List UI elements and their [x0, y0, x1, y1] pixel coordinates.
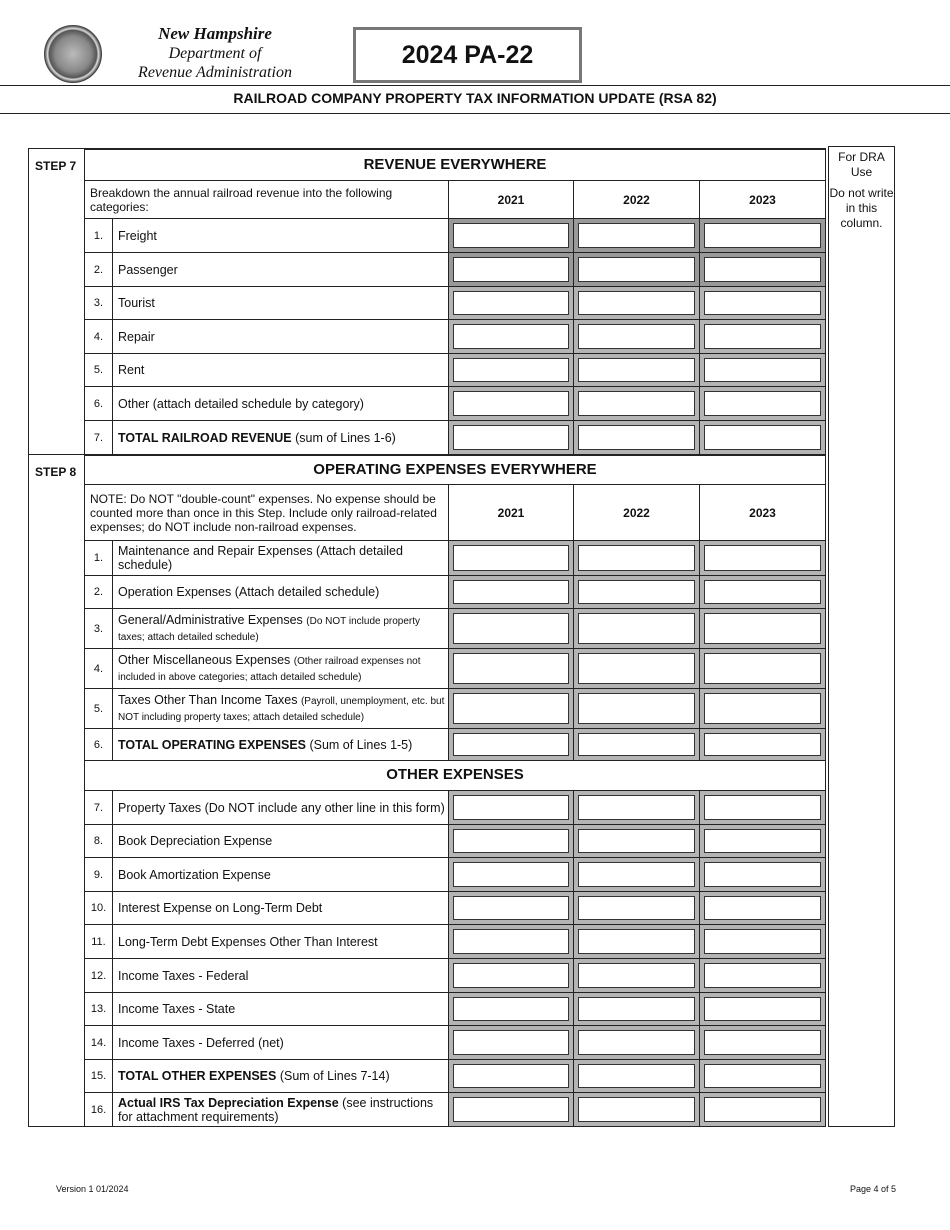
amount-input-2021[interactable] — [453, 829, 569, 853]
line-label-main: Repair — [118, 329, 155, 344]
line-number-text: 11. — [91, 935, 106, 948]
line-label-text — [118, 868, 271, 882]
line-number-text: 8. — [93, 835, 104, 847]
line-label — [112, 540, 449, 576]
line-label-text — [118, 801, 445, 815]
dra-use-column — [828, 146, 895, 1127]
line-number — [84, 218, 113, 253]
amount-input-2022[interactable] — [578, 896, 695, 920]
entry-cell-2022 — [573, 958, 700, 993]
entry-cell-2023 — [699, 218, 826, 253]
line-label-main: Passenger — [118, 262, 178, 277]
line-label — [112, 958, 449, 993]
amount-input-2023[interactable] — [704, 733, 821, 756]
entry-cell-2021 — [448, 958, 574, 993]
line-number-text: 10. — [90, 902, 107, 914]
line-label — [112, 728, 449, 761]
line-label-main: (see instructions for attachment requirements) — [118, 1095, 434, 1124]
step8-label: STEP 8 — [28, 454, 85, 1127]
line-number-text: 7. — [93, 801, 104, 814]
line-label-main: Income Taxes - Federal — [118, 968, 249, 983]
entry-cell-2023 — [699, 252, 826, 287]
amount-input-2023[interactable] — [704, 358, 821, 382]
entry-cell-2021 — [448, 824, 574, 858]
entry-cell-2023 — [699, 728, 826, 761]
line-label — [112, 252, 449, 287]
entry-cell-2021 — [448, 891, 574, 925]
entry-cell-2023 — [699, 857, 826, 892]
entry-cell-2021 — [448, 319, 574, 354]
year-header-2023 — [699, 180, 826, 219]
entry-cell-2021 — [448, 386, 574, 421]
entry-cell-2023 — [699, 575, 826, 609]
line-number — [84, 1025, 113, 1060]
amount-input-2023[interactable] — [704, 795, 821, 820]
line-label — [112, 1092, 449, 1127]
line-label-main: Rent — [118, 363, 145, 377]
line-number — [84, 319, 113, 354]
amount-input-2023[interactable] — [704, 862, 821, 887]
line-number — [84, 575, 113, 609]
line-number — [84, 857, 113, 892]
step7-instruction — [84, 180, 449, 219]
line-number-text: 14. — [90, 1036, 107, 1049]
line-label-text — [118, 363, 144, 377]
amount-input-2023[interactable] — [704, 929, 821, 954]
line-number — [84, 648, 113, 689]
amount-input-2022[interactable] — [578, 223, 695, 248]
amount-input-2022[interactable] — [578, 733, 695, 756]
amount-input-2023[interactable] — [704, 1064, 821, 1088]
line-label-main: Interest Expense on Long-Term Debt — [118, 901, 323, 915]
amount-input-2021[interactable] — [453, 1097, 569, 1122]
line-label-text — [118, 296, 155, 310]
line-label — [112, 608, 449, 649]
amount-input-2022[interactable] — [578, 358, 695, 382]
line-number — [84, 353, 113, 387]
amount-input-2021[interactable] — [453, 997, 569, 1021]
amount-input-2023[interactable] — [704, 613, 821, 644]
amount-input-2022[interactable] — [578, 391, 695, 416]
entry-cell-2021 — [448, 924, 574, 959]
line-label-text — [118, 397, 364, 411]
line-label-text — [118, 613, 448, 645]
line-number-text: 6. — [93, 397, 104, 410]
amount-input-2021[interactable] — [453, 425, 569, 450]
amount-input-2021[interactable] — [453, 653, 569, 684]
entry-cell-2021 — [448, 218, 574, 253]
line-number-text: 2. — [93, 586, 104, 598]
year-label: 2022 — [623, 505, 650, 520]
entry-cell-2021 — [448, 252, 574, 287]
line-number — [84, 608, 113, 649]
amount-input-2021[interactable] — [453, 580, 569, 604]
line-number-text: 9. — [93, 868, 104, 881]
amount-input-2023[interactable] — [704, 896, 821, 920]
line-number — [84, 420, 113, 455]
line-number-text: 2. — [93, 263, 104, 276]
line-label-main: (sum of Lines 1-6) — [291, 430, 396, 445]
entry-cell-2021 — [448, 286, 574, 320]
line-label-bold: TOTAL OTHER EXPENSES — [118, 1069, 277, 1083]
amount-input-2023[interactable] — [704, 1030, 821, 1055]
amount-input-2023[interactable] — [704, 693, 821, 724]
entry-cell-2022 — [573, 891, 700, 925]
year-header-2022 — [573, 484, 700, 541]
entry-cell-2021 — [448, 540, 574, 576]
step8-note — [84, 484, 449, 541]
entry-cell-2022 — [573, 924, 700, 959]
entry-cell-2022 — [573, 790, 700, 825]
amount-input-2021[interactable] — [453, 1030, 569, 1055]
line-label-bold: TOTAL RAILROAD REVENUE — [118, 430, 292, 445]
entry-cell-2021 — [448, 857, 574, 892]
entry-cell-2023 — [699, 790, 826, 825]
line-number — [84, 728, 113, 761]
line-number-text: 4. — [93, 662, 104, 675]
line-number — [84, 286, 113, 320]
amount-input-2023[interactable] — [704, 963, 821, 988]
line-label-text — [118, 693, 448, 725]
other-expenses-title: OTHER EXPENSES — [84, 760, 826, 791]
line-label — [112, 688, 449, 729]
entry-cell-2022 — [573, 286, 700, 320]
entry-cell-2023 — [699, 924, 826, 959]
line-label-text — [118, 901, 322, 915]
amount-input-2022[interactable] — [578, 425, 695, 450]
line-label-note: (Other railroad expenses not included in above categories; attach detailed schedule) — [118, 655, 421, 683]
line-label-text — [118, 738, 412, 752]
entry-cell-2022 — [573, 1092, 700, 1127]
year-label: 2021 — [497, 192, 525, 207]
agency-state: New Hampshire — [158, 24, 272, 43]
entry-cell-2021 — [448, 575, 574, 609]
entry-cell-2021 — [448, 790, 574, 825]
entry-cell-2023 — [699, 824, 826, 858]
amount-input-2021[interactable] — [453, 1064, 569, 1088]
amount-input-2021[interactable] — [453, 896, 569, 920]
amount-input-2022[interactable] — [578, 257, 695, 282]
entry-cell-2022 — [573, 824, 700, 858]
year-label: 2022 — [623, 192, 650, 207]
amount-input-2023[interactable] — [704, 391, 821, 416]
amount-input-2023[interactable] — [704, 653, 821, 684]
amount-input-2023[interactable] — [704, 291, 821, 315]
entry-cell-2023 — [699, 1059, 826, 1093]
line-label-main: (Sum of Lines 7-14) — [276, 1069, 390, 1083]
line-label — [112, 992, 449, 1026]
line-label-main: Tourist — [118, 296, 155, 310]
amount-input-2021[interactable] — [453, 862, 569, 887]
line-label-text — [118, 834, 272, 848]
entry-cell-2022 — [573, 575, 700, 609]
year-label: 2023 — [749, 192, 776, 207]
line-label-main: Other (attach detailed schedule by category) — [118, 396, 364, 411]
line-label — [112, 353, 449, 387]
amount-input-2023[interactable] — [704, 257, 821, 282]
line-number-text: 16. — [90, 1103, 107, 1116]
amount-input-2021[interactable] — [453, 929, 569, 954]
year-label: 2021 — [497, 505, 525, 520]
line-number-text: 3. — [93, 297, 104, 309]
amount-input-2022[interactable] — [578, 291, 695, 315]
line-number-text: 15. — [90, 1070, 107, 1082]
entry-cell-2022 — [573, 1059, 700, 1093]
entry-cell-2021 — [448, 420, 574, 455]
year-header-2023 — [699, 484, 826, 541]
line-number — [84, 824, 113, 858]
nh-seal-logo — [44, 25, 102, 83]
entry-cell-2023 — [699, 992, 826, 1026]
line-label — [112, 218, 449, 253]
line-label-text — [118, 1069, 390, 1083]
line-label-text — [118, 1036, 284, 1050]
line-label-main: Income Taxes - State — [118, 1002, 236, 1016]
entry-cell-2022 — [573, 353, 700, 387]
line-label-main: Long-Term Debt Expenses Other Than Interest — [118, 934, 378, 949]
entry-cell-2023 — [699, 319, 826, 354]
line-label-bold: TOTAL OPERATING EXPENSES — [118, 737, 306, 752]
line-number-text: 3. — [93, 622, 104, 635]
amount-input-2021[interactable] — [453, 733, 569, 756]
step8-note-text: NOTE: Do NOT "double-count" expenses. No expense should be counted more than once in this Step. Include only railroad-related expenses; do NOT include non-railroad expenses. — [90, 491, 437, 534]
line-label-text — [118, 585, 379, 599]
line-label-text — [118, 969, 248, 983]
entry-cell-2022 — [573, 1025, 700, 1060]
amount-input-2022[interactable] — [578, 693, 695, 724]
amount-input-2022[interactable] — [578, 580, 695, 604]
amount-input-2021[interactable] — [453, 693, 569, 724]
amount-input-2021[interactable] — [453, 545, 569, 571]
entry-cell-2023 — [699, 386, 826, 421]
divider — [0, 85, 950, 86]
amount-input-2021[interactable] — [453, 963, 569, 988]
line-label-note: (Payroll, unemployment, etc. but NOT including property taxes; attach detailed schedule) — [118, 695, 445, 723]
line-label-main: Maintenance and Repair Expenses (Attach detailed schedule) — [118, 544, 403, 572]
entry-cell-2022 — [573, 608, 700, 649]
line-label-main: (Sum of Lines 1-5) — [306, 737, 413, 752]
amount-input-2023[interactable] — [704, 425, 821, 450]
line-label-text — [118, 653, 448, 685]
amount-input-2022[interactable] — [578, 929, 695, 954]
form-title: RAILROAD COMPANY PROPERTY TAX INFORMATION UPDATE (RSA 82) — [233, 90, 717, 106]
amount-input-2022[interactable] — [578, 613, 695, 644]
line-number-text: 1. — [93, 229, 104, 242]
line-label-note: (Do NOT include property taxes; attach detailed schedule) — [118, 615, 421, 643]
version-footer: Version 1 01/2024 — [56, 1184, 129, 1194]
step7-title: REVENUE EVERYWHERE — [84, 148, 826, 181]
entry-cell-2022 — [573, 857, 700, 892]
line-label — [112, 386, 449, 421]
line-label — [112, 790, 449, 825]
amount-input-2022[interactable] — [578, 795, 695, 820]
amount-input-2022[interactable] — [578, 1064, 695, 1088]
line-label-main: General/Administrative Expenses — [118, 612, 307, 627]
page-number: Page 4 of 5 — [850, 1184, 897, 1194]
line-label — [112, 420, 449, 455]
amount-input-2022[interactable] — [578, 829, 695, 853]
amount-input-2022[interactable] — [578, 1030, 695, 1055]
entry-cell-2023 — [699, 958, 826, 993]
amount-input-2022[interactable] — [578, 862, 695, 887]
entry-cell-2022 — [573, 688, 700, 729]
amount-input-2022[interactable] — [578, 324, 695, 349]
entry-cell-2023 — [699, 420, 826, 455]
line-label — [112, 1025, 449, 1060]
line-label-text — [118, 935, 378, 949]
amount-input-2023[interactable] — [704, 324, 821, 349]
entry-cell-2021 — [448, 1059, 574, 1093]
entry-cell-2022 — [573, 218, 700, 253]
amount-input-2021[interactable] — [453, 391, 569, 416]
line-label-main: Freight — [118, 228, 157, 243]
line-label-text — [118, 1002, 235, 1016]
line-label-text — [118, 1096, 448, 1124]
entry-cell-2021 — [448, 353, 574, 387]
line-number — [84, 688, 113, 729]
line-number-text: 6. — [93, 738, 104, 751]
amount-input-2022[interactable] — [578, 545, 695, 571]
amount-input-2021[interactable] — [453, 324, 569, 349]
year-header-2021 — [448, 484, 574, 541]
amount-input-2023[interactable] — [704, 1097, 821, 1122]
line-number — [84, 992, 113, 1026]
line-label-main: Property Taxes (Do NOT include any other line in this form) — [118, 800, 445, 815]
amount-input-2022[interactable] — [578, 1097, 695, 1122]
line-number-text: 5. — [93, 702, 104, 715]
year-header-2021 — [448, 180, 574, 219]
agency-name — [120, 24, 310, 82]
line-number — [84, 1059, 113, 1093]
dra-use-label: For DRA Use — [838, 150, 885, 179]
line-label — [112, 575, 449, 609]
entry-cell-2023 — [699, 540, 826, 576]
entry-cell-2021 — [448, 1025, 574, 1060]
line-number — [84, 1092, 113, 1127]
amount-input-2021[interactable] — [453, 291, 569, 315]
amount-input-2021[interactable] — [453, 257, 569, 282]
step7-instruction-text: Breakdown the annual railroad revenue into the following categories: — [90, 185, 393, 214]
entry-cell-2021 — [448, 608, 574, 649]
entry-cell-2023 — [699, 891, 826, 925]
entry-cell-2021 — [448, 648, 574, 689]
entry-cell-2021 — [448, 728, 574, 761]
amount-input-2021[interactable] — [453, 795, 569, 820]
divider — [0, 113, 950, 114]
line-label-bold: Actual IRS Tax Depreciation Expense — [118, 1095, 339, 1110]
amount-input-2023[interactable] — [704, 580, 821, 604]
line-number — [84, 924, 113, 959]
year-label: 2023 — [749, 505, 776, 520]
line-label — [112, 857, 449, 892]
entry-cell-2022 — [573, 252, 700, 287]
line-label-text — [118, 330, 155, 344]
entry-cell-2022 — [573, 728, 700, 761]
line-label — [112, 648, 449, 689]
amount-input-2022[interactable] — [578, 653, 695, 684]
amount-input-2021[interactable] — [453, 358, 569, 382]
step7-label: STEP 7 — [28, 148, 85, 455]
entry-cell-2023 — [699, 648, 826, 689]
line-label — [112, 286, 449, 320]
entry-cell-2021 — [448, 688, 574, 729]
line-number-text: 7. — [93, 431, 104, 444]
line-number-text: 1. — [93, 552, 104, 564]
line-label — [112, 319, 449, 354]
entry-cell-2023 — [699, 1025, 826, 1060]
entry-cell-2022 — [573, 648, 700, 689]
line-label — [112, 891, 449, 925]
agency-dept: Department of — [168, 45, 262, 62]
step8-title: OPERATING EXPENSES EVERYWHERE — [84, 454, 826, 485]
amount-input-2022[interactable] — [578, 963, 695, 988]
entry-cell-2022 — [573, 540, 700, 576]
line-label-main: Other Miscellaneous Expenses — [118, 652, 294, 667]
line-number — [84, 790, 113, 825]
entry-cell-2023 — [699, 608, 826, 649]
entry-cell-2022 — [573, 420, 700, 455]
agency-division: Revenue Administration — [138, 64, 292, 81]
entry-cell-2021 — [448, 992, 574, 1026]
line-number-text: 5. — [93, 364, 104, 376]
line-label — [112, 924, 449, 959]
year-header-2022 — [573, 180, 700, 219]
entry-cell-2021 — [448, 1092, 574, 1127]
line-label-text — [118, 431, 396, 445]
line-number-text: 4. — [93, 330, 104, 343]
dra-note: Do not write in this column. — [829, 186, 894, 230]
line-label-text — [118, 544, 448, 572]
line-label-main: Operation Expenses (Attach detailed schedule) — [118, 585, 380, 599]
amount-input-2022[interactable] — [578, 997, 695, 1021]
line-number — [84, 386, 113, 421]
line-number-text: 13. — [90, 1003, 107, 1015]
form-id: 2024 PA-22 — [353, 27, 582, 83]
line-number — [84, 540, 113, 576]
line-label-main: Book Depreciation Expense — [118, 834, 273, 848]
entry-cell-2023 — [699, 1092, 826, 1127]
line-number — [84, 891, 113, 925]
amount-input-2023[interactable] — [704, 997, 821, 1021]
entry-cell-2022 — [573, 319, 700, 354]
line-label-main: Taxes Other Than Income Taxes — [118, 692, 301, 707]
line-label-text — [118, 229, 157, 243]
entry-cell-2022 — [573, 992, 700, 1026]
line-label-main: Book Amortization Expense — [118, 867, 271, 882]
amount-input-2023[interactable] — [704, 545, 821, 571]
line-label — [112, 1059, 449, 1093]
line-label — [112, 824, 449, 858]
entry-cell-2022 — [573, 386, 700, 421]
entry-cell-2023 — [699, 353, 826, 387]
amount-input-2021[interactable] — [453, 223, 569, 248]
entry-cell-2023 — [699, 688, 826, 729]
line-number — [84, 958, 113, 993]
entry-cell-2023 — [699, 286, 826, 320]
line-label-text — [118, 263, 178, 277]
amount-input-2023[interactable] — [704, 829, 821, 853]
amount-input-2023[interactable] — [704, 223, 821, 248]
line-number — [84, 252, 113, 287]
amount-input-2021[interactable] — [453, 613, 569, 644]
line-number-text: 12. — [90, 969, 107, 982]
line-label-main: Income Taxes - Deferred (net) — [118, 1035, 284, 1050]
